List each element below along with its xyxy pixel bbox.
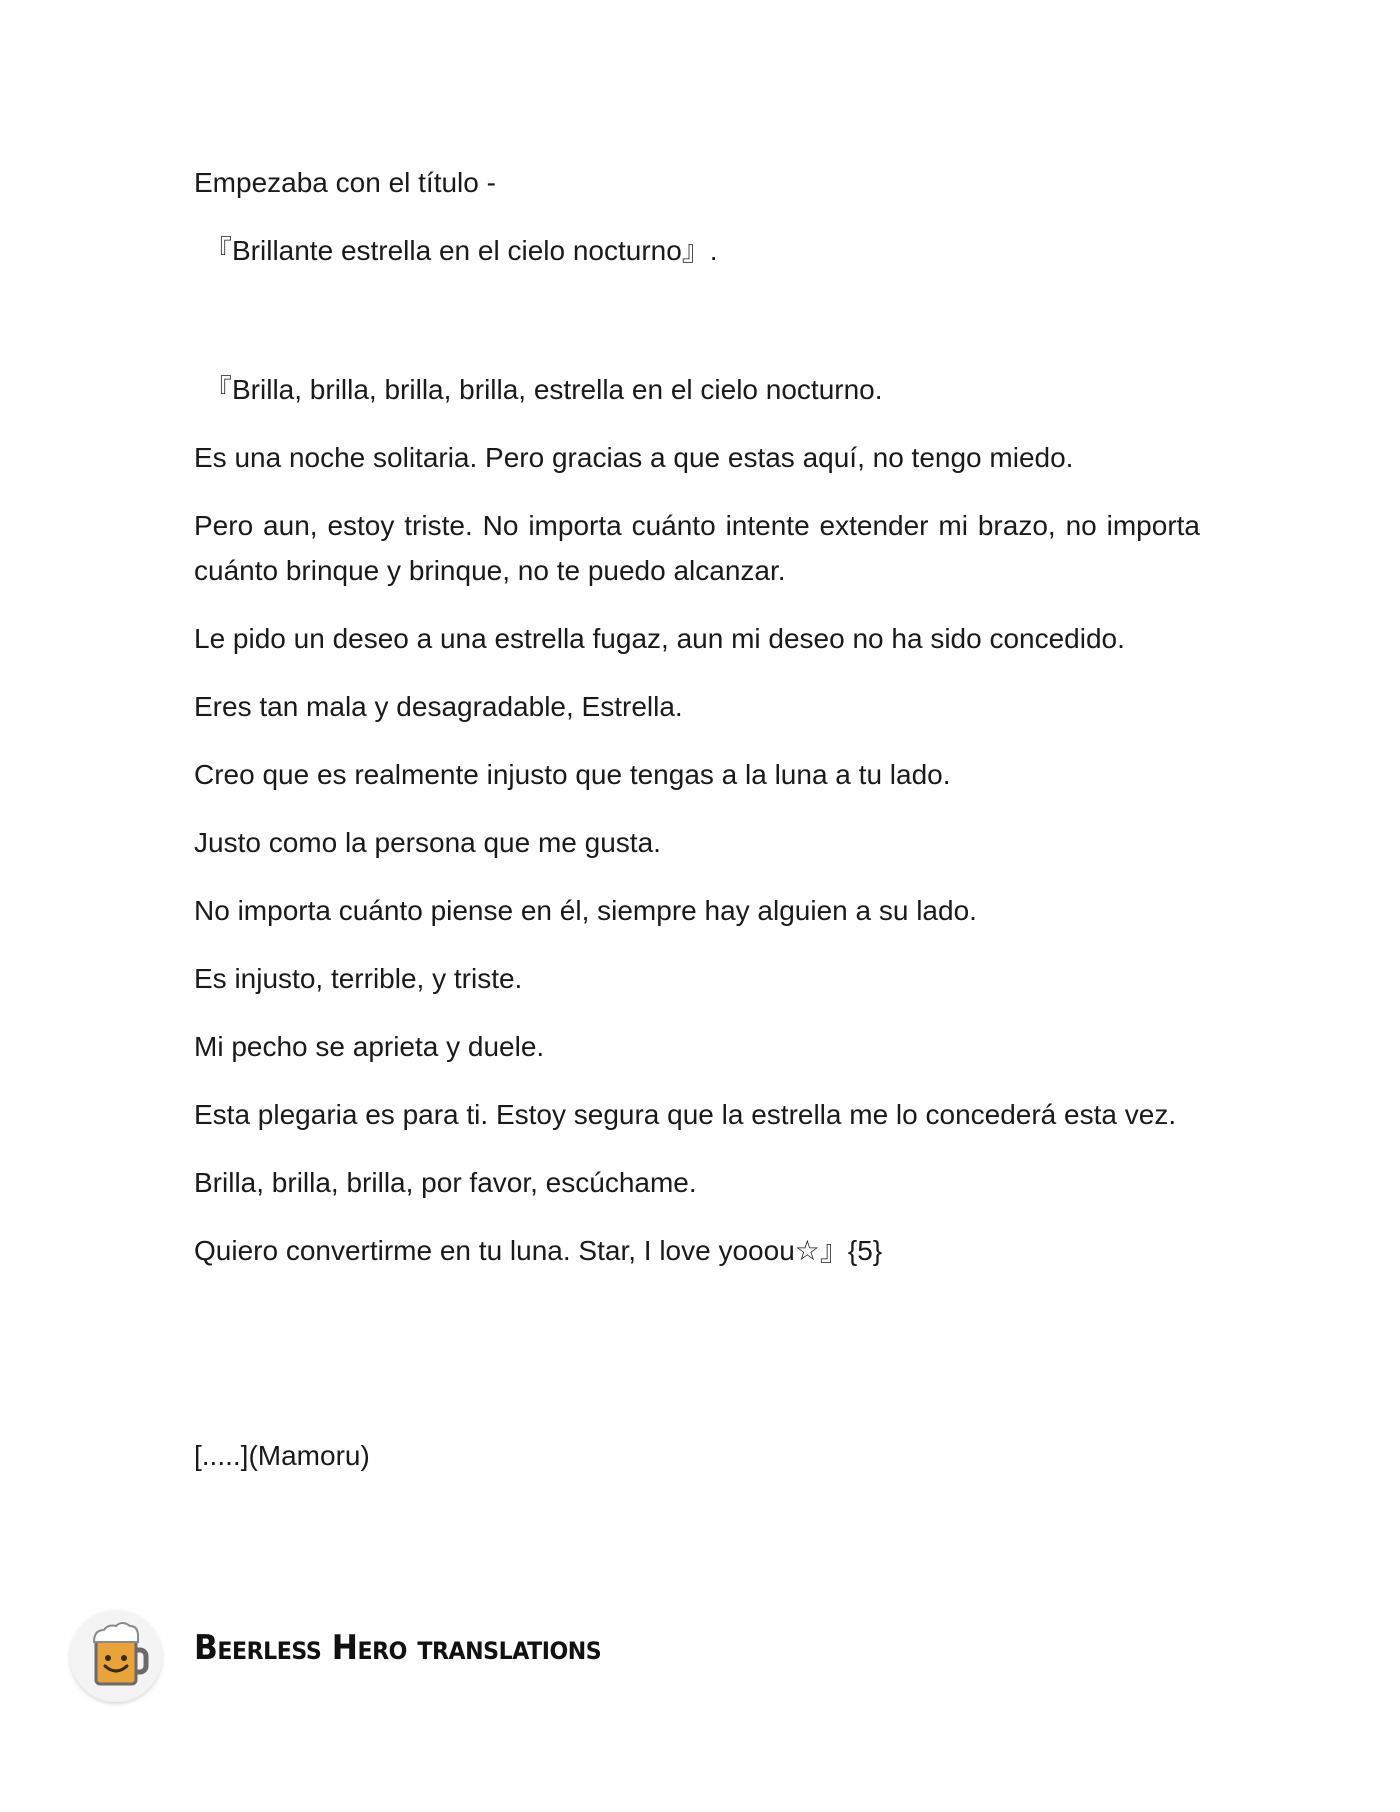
paragraph-speaker: [.....](Mamoru) (194, 1440, 370, 1471)
paragraph-verse-1: 『Brilla, brilla, brilla, brilla, estrella en el cielo nocturno. (204, 374, 883, 405)
paragraph-verse-8: No importa cuánto piense en él, siempre hay alguien a su lado. (194, 895, 977, 926)
paragraph-verse-10: Mi pecho se aprieta y duele. (194, 1031, 545, 1062)
paragraph-verse-9: Es injusto, terrible, y triste. (194, 963, 523, 994)
paragraph-verse-5: Eres tan mala y desagradable, Estrella. (194, 691, 683, 722)
beer-mug-smiley-icon (70, 1610, 162, 1702)
brand-name: Beerless Hero translations (194, 1628, 602, 1668)
paragraph-verse-13: Quiero convertirme en tu luna. Star, I love yooou☆』{5} (194, 1235, 883, 1266)
paragraph-title: 『Brillante estrella en el cielo nocturno』. (204, 235, 718, 266)
paragraph-verse-12: Brilla, brilla, brilla, por favor, escúchame. (194, 1167, 697, 1198)
paragraph-verse-2: Es una noche solitaria. Pero gracias a que estas aquí, no tengo miedo. (194, 442, 1074, 473)
paragraph-verse-11: Esta plegaria es para ti. Estoy segura que la estrella me lo concederá esta vez. (194, 1099, 1177, 1130)
paragraph-verse-4: Le pido un deseo a una estrella fugaz, aun mi deseo no ha sido concedido. (194, 623, 1125, 654)
paragraph-verse-3: Pero aun, estoy triste. No importa cuánto intente extender mi brazo, no importa cuánto brinque y brinque, no te puedo alcanzar. (194, 510, 1200, 586)
paragraph-verse-6: Creo que es realmente injusto que tengas a la luna a tu lado. (194, 759, 951, 790)
paragraph-intro: Empezaba con el título - (194, 167, 496, 198)
paragraph-verse-7: Justo como la persona que me gusta. (194, 827, 661, 858)
